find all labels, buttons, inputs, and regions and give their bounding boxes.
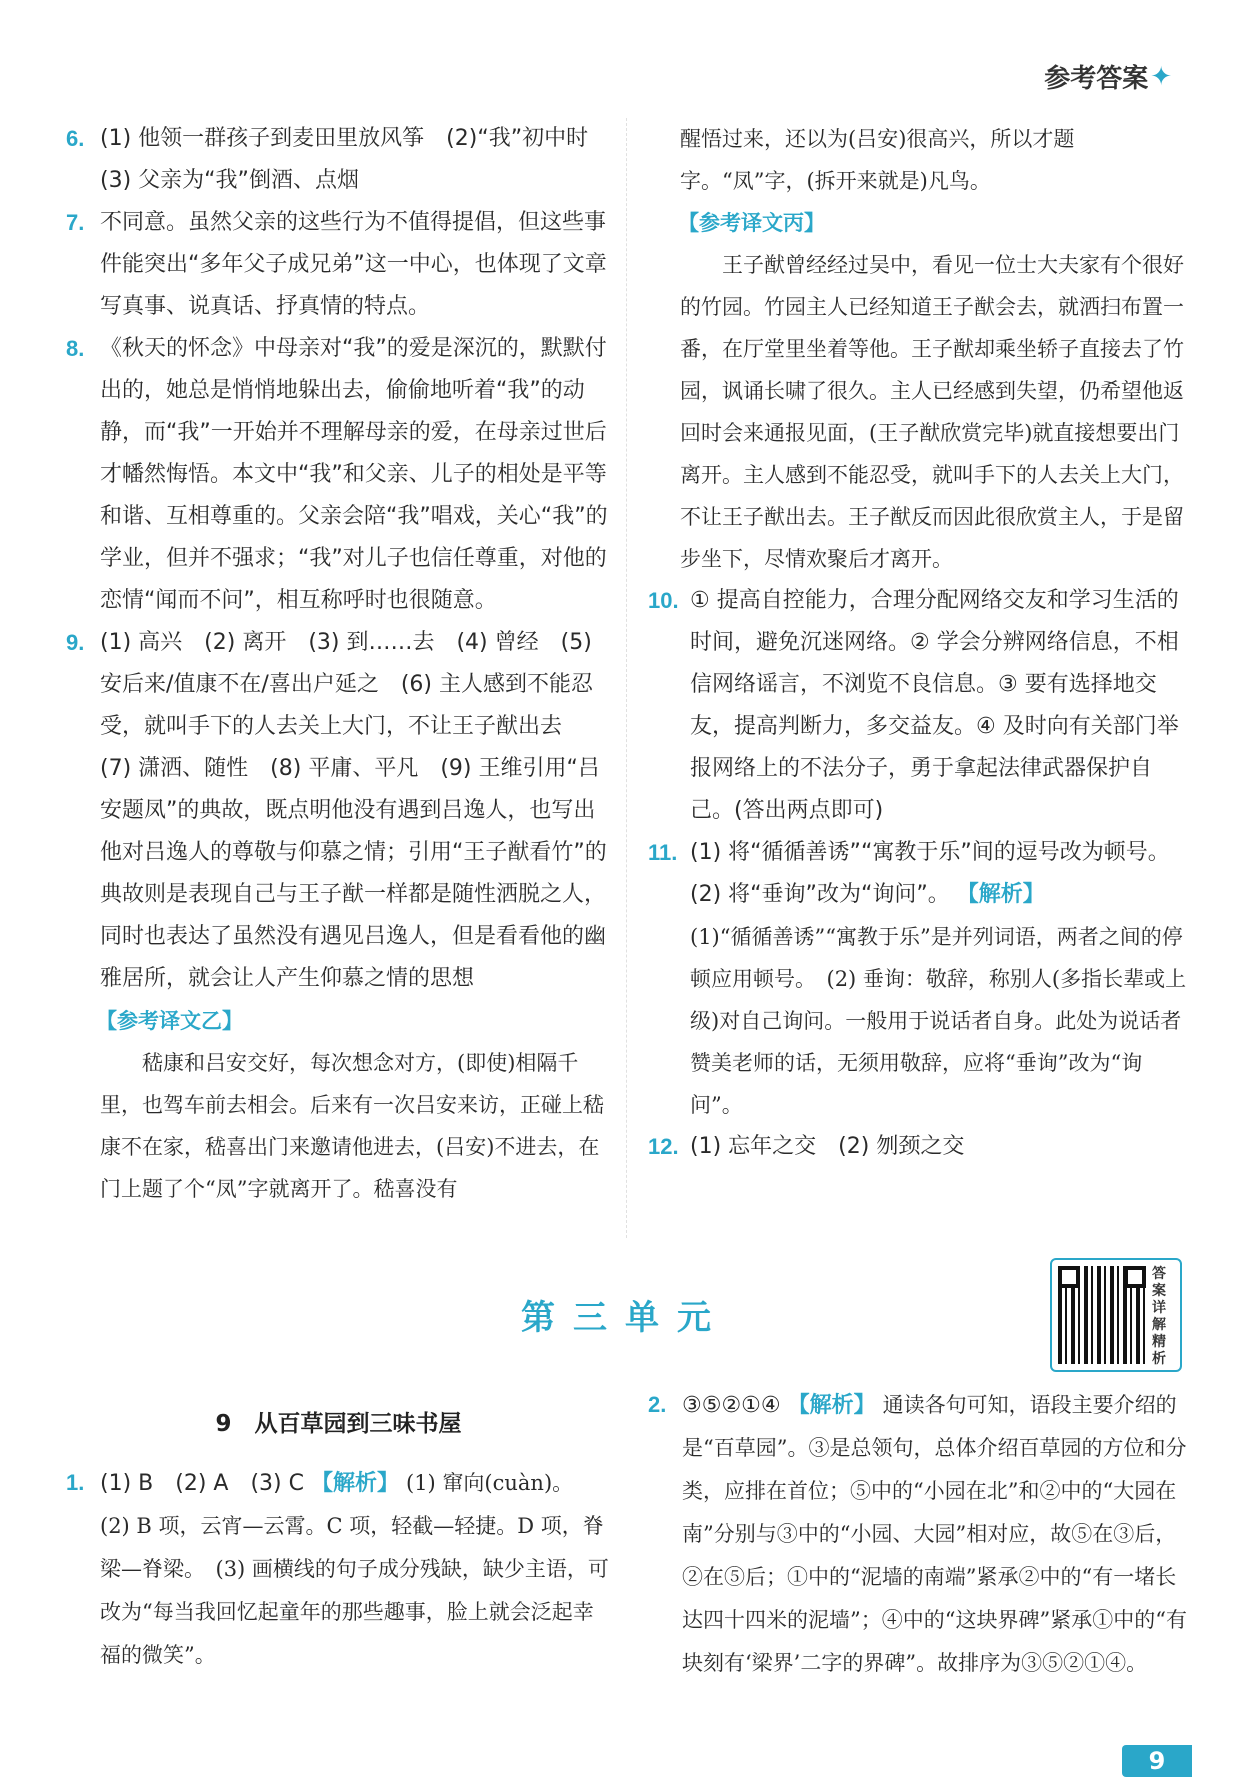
analysis-text: 通读各句可知，语段主要介绍的是“百草园”。③是总领句，总体介绍百草园的方位和分类，应排在首位；⑤中的“小园在北”和②中的“大园在南”分别与③中的“小园、大园”相对应，故⑤在③后，②在⑤后；①中的“泥墙的南端”紧承②中的“有一堵长达四十四米的泥墙”；④中的“这块界碑”紧承①中的“有块刻有‘梁界’二字的界碑”。故排序为③⑤②①④。 bbox=[682, 1393, 1187, 1675]
answer-choices: (1) B (2) A (3) C bbox=[100, 1471, 304, 1496]
answer-6 bbox=[66, 118, 611, 202]
answer-12 bbox=[648, 1126, 1193, 1168]
analysis-tag: 【解析】 bbox=[956, 882, 1045, 907]
analysis-text: (1) 窜向(cuàn)。 (2) B 项，云宵—云霄。C 项，轻截—轻捷。D 项，脊梁—脊梁。 (3) 画横线的句子成分残缺，缺少主语，可改为“每当我回忆起童年的那些趣事，脸上就会泛起幸福的微笑”。 bbox=[100, 1471, 609, 1667]
translation-yi-continued: 醒悟过来，还以为(吕安)很高兴，所以才题字。“凤”字，(拆开来就是)凡鸟。 bbox=[680, 127, 1075, 193]
answer-number: 2. bbox=[648, 1392, 667, 1417]
lesson-answer-1 bbox=[66, 1462, 611, 1677]
answer-number: 7. bbox=[66, 210, 85, 235]
left-column bbox=[66, 118, 611, 1210]
analysis-tag: 【解析】 bbox=[310, 1471, 399, 1496]
translation-label-bing: 【参考译文丙】 bbox=[678, 211, 825, 235]
answer-text: 不同意。虽然父亲的这些行为不值得提倡，但这些事件能突出“多年父子成兄弟”这一中心，也体现了文章写真事、说真话、抒真情的特点。 bbox=[100, 210, 607, 319]
right-column-lesson bbox=[648, 1384, 1193, 1685]
analysis-text: (1)“循循善诱”“寓教于乐”是并列词语，两者之间的停顿应用顿号。 (2) 垂询：敬辞，称别人(多指长辈或上级)对自己询问。一般用于说话者自身。此处为说话者赞美老师的话，无须用敬辞，应将“垂询”改为“询问”。 bbox=[690, 925, 1187, 1117]
answer-number: 9. bbox=[66, 630, 85, 655]
sparkle-icon: ✦ bbox=[1150, 61, 1172, 92]
answer-number: 8. bbox=[66, 336, 85, 361]
qr-label: 答案详解精析 bbox=[1152, 1266, 1166, 1367]
right-column bbox=[648, 118, 1193, 1168]
lesson-title: 9 从百草园到三味书屋 bbox=[215, 1411, 462, 1437]
unit-title: 第三单元 bbox=[521, 1298, 729, 1338]
analysis-tag: 【解析】 bbox=[787, 1393, 876, 1418]
translation-label-yi: 【参考译文乙】 bbox=[96, 1009, 243, 1033]
header-title bbox=[1044, 58, 1172, 95]
answer-text: ① 提高自控能力，合理分配网络交友和学习生活的时间，避免沉迷网络。② 学会分辨网络信息，不相信网络谣言，不浏览不良信息。③ 要有选择地交友，提高判断力，多交益友。④ 及时向有关部门举报网络上的不法分子，勇于拿起法律武器保护自己。(答出两点即可) bbox=[690, 588, 1179, 823]
answer-order: ③⑤②①④ bbox=[682, 1393, 781, 1418]
answer-number: 10. bbox=[648, 588, 679, 613]
column-divider bbox=[626, 118, 627, 1238]
left-column-lesson bbox=[66, 1462, 611, 1677]
answer-text: (1) 将“循循善诱”“寓教于乐”间的逗号改为顿号。 (2) 将“垂询”改为“询问”。 bbox=[690, 840, 1181, 907]
answer-text: 《秋天的怀念》中母亲对“我”的爱是深沉的，默默付出的，她总是悄悄地躲出去，偷偷地听着“我”的动静，而“我”一开始并不理解母亲的爱，在母亲过世后才幡然悔悟。本文中“我”和父亲、儿子的相处是平等和谐、互相尊重的。父亲会陪“我”唱戏，关心“我”的学业，但并不强求；“我”对儿子也信任尊重，对他的恋情“闻而不问”，相互称呼时也很随意。 bbox=[100, 336, 608, 613]
answer-text: (1) 忘年之交 (2) 刎颈之交 bbox=[690, 1134, 965, 1159]
answer-11 bbox=[648, 832, 1193, 1126]
answer-8 bbox=[66, 328, 611, 622]
translation-bing-text: 王子猷曾经经过吴中，看见一位士大夫家有个很好的竹园。竹园主人已经知道王子猷会去，就洒扫布置一番，在厅堂里坐着等他。王子猷却乘坐轿子直接去了竹园，讽诵长啸了很久。主人已经感到失望，仍希望他返回时会来通报见面，(王子猷欣赏完毕)就直接想要出门离开。主人感到不能忍受，就叫手下的人去关上大门，不让王子猷出去。王子猷反而因此很欣赏主人，于是留步坐下，尽情欢聚后才离开。 bbox=[680, 253, 1184, 571]
answer-7 bbox=[66, 202, 611, 328]
header-title-text: 参考答案 bbox=[1044, 64, 1149, 94]
answer-number: 6. bbox=[66, 126, 85, 151]
answer-9 bbox=[66, 622, 611, 1000]
answer-number: 11. bbox=[648, 840, 678, 865]
answer-text: (1) 高兴 (2) 离开 (3) 到……去 (4) 曾经 (5) 安后来/值康不在/喜出户延之 (6) 主人感到不能忍受，就叫手下的人去关上大门，不让王子猷出去 (7) 潇洒、随性 (8) 平庸、平凡 (9) 王维引用“吕安题凤”的典故，既点明他没有遇到吕逸人，也写出他对吕逸人的尊敬与仰慕之情；引用“王子猷看竹”的典故则是表现自己与王子猷一样都是随性洒脱之人，同时也表达了虽然没有遇见吕逸人，但是看看他的幽雅居所，就会让人产生仰慕之情的思想 bbox=[100, 630, 607, 991]
answer-text: (1) 他领一群孩子到麦田里放风筝 (2)“我”初中时 (3) 父亲为“我”倒酒、点烟 bbox=[100, 126, 611, 193]
answer-number: 12. bbox=[648, 1134, 679, 1159]
answer-10 bbox=[648, 580, 1193, 832]
page-number: 9 bbox=[1122, 1745, 1192, 1777]
translation-yi-text: 嵇康和吕安交好，每次想念对方，(即使)相隔千里，也驾车前去相会。后来有一次吕安来访，正碰上嵇康不在家，嵇喜出门来邀请他进去，(吕安)不进去，在门上题了个“凤”字就离开了。嵇喜没有 bbox=[100, 1051, 604, 1201]
lesson-answer-2 bbox=[648, 1384, 1193, 1685]
answer-number: 1. bbox=[66, 1470, 85, 1495]
